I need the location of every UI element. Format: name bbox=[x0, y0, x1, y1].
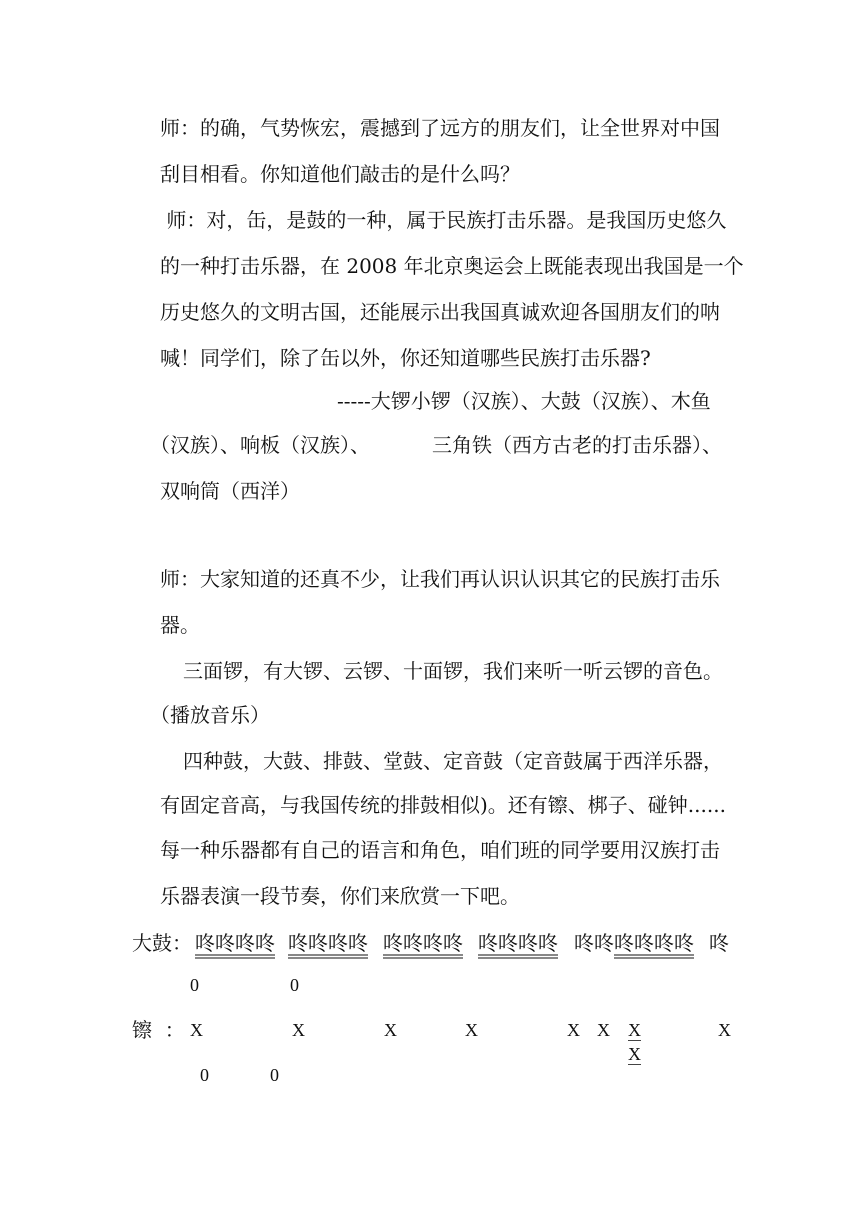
drum-label: 大鼓： bbox=[132, 931, 192, 955]
drum-beat: 咚咚咚咚 bbox=[288, 931, 368, 955]
drum-beat: 咚咚咚咚 bbox=[614, 931, 694, 955]
paragraph-line: 师：大家知道的还真不少，让我们再认识认识其它的民族打击乐 bbox=[160, 567, 720, 591]
paragraph-line: 每一种乐器都有自己的语言和角色，咱们班的同学要用汉族打击 bbox=[160, 838, 720, 862]
drum-beat: 咚 bbox=[709, 931, 729, 955]
paragraph-line: 师：对，缶，是鼓的一种，属于民族打击乐器。是我国历史悠久 bbox=[160, 208, 727, 232]
paragraph-line: 历史悠久的文明古国，还能展示出我国真诚欢迎各国朋友们的呐 bbox=[160, 300, 720, 324]
drum-beat: 咚咚 bbox=[574, 931, 614, 955]
paragraph-line: 喊！同学们，除了缶以外，你还知道哪些民族打击乐器? bbox=[160, 346, 651, 370]
paragraph-line: 刮目相看。你知道他们敲击的是什么吗？ bbox=[160, 162, 520, 186]
drum-rest: 0 bbox=[290, 975, 299, 995]
paragraph-line: -----大锣小锣（汉族）、大鼓（汉族）、木鱼 bbox=[337, 389, 711, 413]
cymbal-hit: X bbox=[384, 1020, 397, 1040]
cymbal-rest: 0 bbox=[270, 1065, 279, 1085]
paragraph-line: 双响筒（西洋） bbox=[160, 479, 300, 503]
paragraph-line: 师：的确，气势恢宏，震撼到了远方的朋友们，让全世界对中国 bbox=[160, 116, 720, 140]
cymbal-hit: X bbox=[718, 1020, 731, 1040]
cymbal-hit: X bbox=[567, 1020, 580, 1040]
cymbal-label: 镲 ： bbox=[132, 1018, 185, 1042]
cymbal-hit: X bbox=[190, 1020, 203, 1040]
cymbal-rest: 0 bbox=[200, 1065, 209, 1085]
cymbal-hit: X bbox=[465, 1020, 478, 1040]
cymbal-hit bbox=[628, 1018, 680, 1066]
cymbal-pair-b: X bbox=[628, 1044, 641, 1064]
paragraph-line: 乐器表演一段节奏，你们来欣赏一下吧。 bbox=[160, 884, 520, 908]
paragraph-line: 三角铁（西方古老的打击乐器）、 bbox=[432, 433, 722, 457]
drum-beat: 咚咚咚咚 bbox=[195, 931, 275, 955]
paragraph-line: 三面锣，有大锣、云锣、十面锣，我们来听一听云锣的音色。 bbox=[183, 659, 723, 683]
paragraph-line: 器。 bbox=[160, 613, 200, 637]
paragraph-line: 四种鼓，大鼓、排鼓、堂鼓、定音鼓（定音鼓属于西洋乐器， bbox=[183, 749, 723, 773]
drum-beat: 咚咚咚咚 bbox=[383, 931, 463, 955]
drum-rest: 0 bbox=[190, 975, 199, 995]
paragraph-line: 有固定音高，与我国传统的排鼓相似)。还有镲、梆子、碰钟...... bbox=[160, 793, 726, 817]
cymbal-hit: X bbox=[292, 1020, 305, 1040]
paragraph-line: 的一种打击乐器，在 2008 年北京奥运会上既能表现出我国是一个 bbox=[160, 254, 744, 278]
cymbal-pair-a: X bbox=[628, 1020, 641, 1040]
drum-beat: 咚咚咚咚 bbox=[478, 931, 558, 955]
paragraph-line: （汉族）、响板（汉族）、 bbox=[150, 433, 370, 457]
paragraph-line: （播放音乐） bbox=[150, 703, 270, 727]
cymbal-hit: X bbox=[597, 1020, 610, 1040]
